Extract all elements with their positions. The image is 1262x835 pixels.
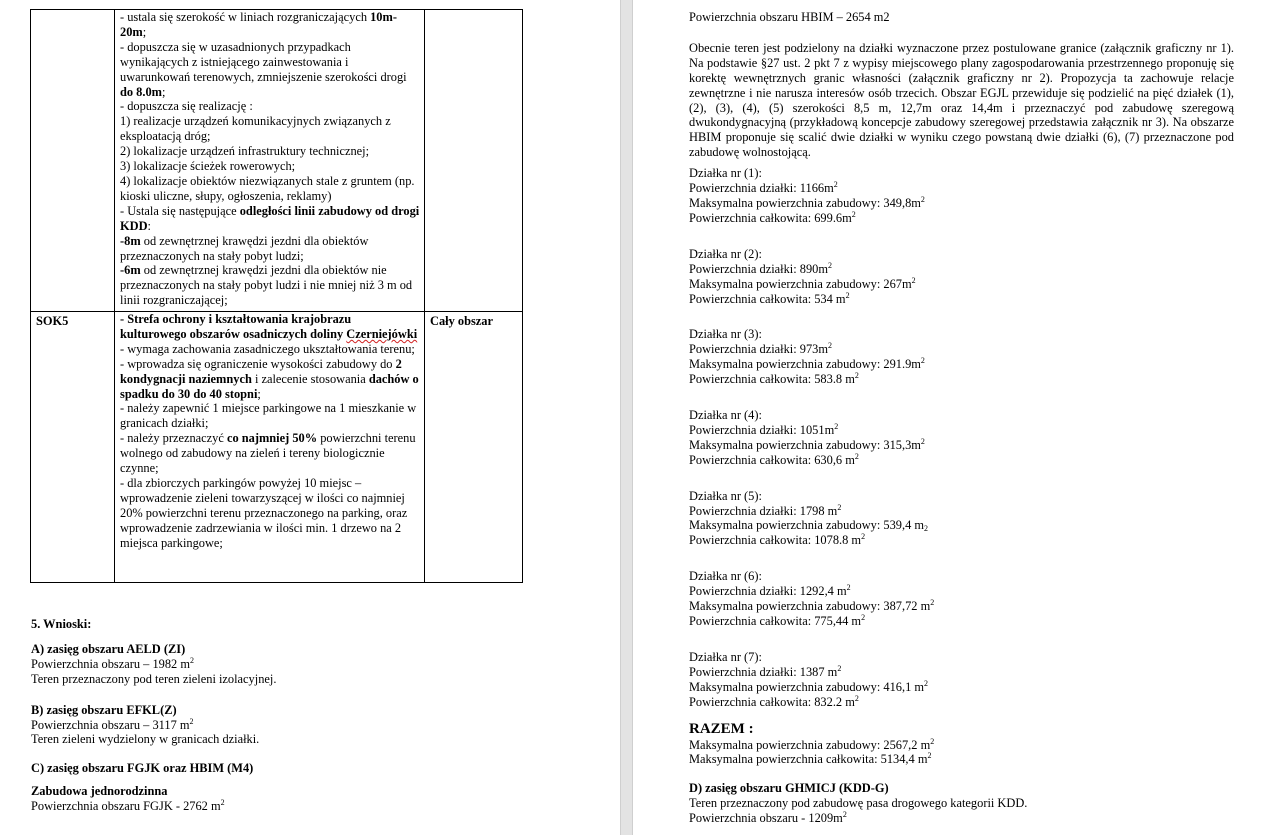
plot-build-area: Maksymalna powierzchnia zabudowy: 539,4 $m_2$	[689, 518, 929, 534]
hbim-area: Powierzchnia obszaru HBIM – 2654 m2	[689, 10, 890, 24]
requirement-line: 4) lokalizacje obiektów niezwiązanych stale z gruntem (np. kioski uliczne, słupy, ogłoszenia, reklamy)	[120, 173, 415, 203]
plot-area: Powierzchnia działki: $973m^2$	[689, 341, 833, 357]
plot-build-area: Maksymalna powierzchnia zabudowy: $291.9m^2$	[689, 356, 925, 372]
area-a-heading: A) zasięg obszaru AELD (ZI)	[31, 641, 186, 656]
plot-area: Powierzchnia działki: $1166m^2$	[689, 180, 838, 196]
summary-heading: RAZEM :	[689, 720, 754, 737]
table-cell-requirements	[115, 312, 425, 583]
table-cell-scope	[425, 10, 523, 312]
requirement-line: - należy zapewnić 1 miejsce parkingowe na 1 mieszkanie w granicach działki;	[120, 401, 417, 431]
table-row	[31, 10, 523, 312]
requirement-line: 2) lokalizacje urządzeń infrastruktury technicznej;	[120, 144, 370, 159]
requirement-line: - należy przeznaczyć co najmniej 50% powierzchni terenu wolnego od zabudowy na zieleń i tereny biologicznie czynne;	[120, 431, 416, 476]
area-d-description: Teren przeznaczony pod zabudowę pasa drogowego kategorii KDD.	[689, 796, 1028, 811]
plot-total-area: Powierzchnia całkowita: $699.6m^2$	[689, 209, 856, 225]
requirement-line: - ustala się szerokość w liniach rozgraniczających 10m-20m;	[120, 10, 397, 39]
area-a-description: Teren przeznaczony pod teren zieleni izolacyjnej.	[31, 671, 277, 686]
requirement-line: 3) lokalizacje ścieżek rowerowych;	[120, 159, 296, 174]
area-c-subheading: Zabudowa jednorodzinna	[31, 784, 168, 799]
plot-title: Działka nr (5):	[689, 488, 762, 503]
summary-total-area: Maksymalna powierzchnia całkowita: 5134,4 $m^2$	[689, 751, 932, 767]
requirement-line: - dopuszcza się realizację :	[120, 99, 253, 114]
plot-total-area: Powierzchnia całkowita: 832.2 $m^2$	[689, 693, 859, 709]
document-page-right	[633, 0, 1262, 835]
plot-build-area: Maksymalna powierzchnia zabudowy: $267m^2$	[689, 275, 916, 291]
plot-item	[689, 166, 1234, 247]
plot-title: Działka nr (7):	[689, 649, 762, 664]
plot-area: Powierzchnia działki: $890m^2$	[689, 260, 833, 276]
area-d-heading: D) zasięg obszaru GHMICJ (KDD-G)	[689, 781, 889, 796]
table-cell-symbol: SOK5	[31, 312, 115, 583]
plot-title: Działka nr (2):	[689, 246, 762, 261]
plot-total-area: Powierzchnia całkowita: 1078.8 $m^2$	[689, 532, 866, 548]
section-heading: 5. Wnioski:	[31, 617, 92, 631]
requirement-line: - dla zbiorczych parkingów powyżej 10 miejsc – wprowadzenie zieleni towarzyszącej w ilości co najmniej 20% powierzchni terenu przeznaczonego na parking, oraz wprowadzenie zadrzewiania w ilości min. 1 drzewo na 2 miejsca parkingowe;	[120, 475, 408, 550]
area-c-size: Powierzchnia obszaru FGJK - 2762 $m^2$	[31, 798, 225, 814]
plot-item	[689, 247, 1234, 328]
table-cell-scope: Cały obszar	[425, 312, 523, 583]
summary-build-area: Maksymalna powierzchnia zabudowy: 2567,2 $m^2$	[689, 736, 935, 752]
plot-item	[689, 327, 1234, 408]
plot-total-area: Powierzchnia całkowita: 534 $m^2$	[689, 290, 850, 306]
table-cell-symbol	[31, 10, 115, 312]
area-c-heading: C) zasięg obszaru FGJK oraz HBIM (M4)	[31, 761, 254, 776]
area-b-heading: B) zasięg obszaru EFKL(Z)	[31, 702, 177, 717]
plot-area: Powierzchnia działki: 1798 $m^2$	[689, 502, 842, 518]
plot-total-area: Powierzchnia całkowita: 775,44 $m^2$	[689, 613, 866, 628]
plot-total-area: Powierzchnia całkowita: 583.8 $m^2$	[689, 371, 859, 387]
area-b-size: Powierzchnia obszaru – 3117 $m^2$	[31, 716, 194, 732]
area-b-description: Teren zieleni wydzielony w granicach działki.	[31, 732, 260, 747]
plot-build-area: Maksymalna powierzchnia zabudowy: 387,72 $m^2$	[689, 598, 935, 614]
plot-build-area: Maksymalna powierzchnia zabudowy: $349,8m^2$	[689, 194, 925, 210]
requirement-line: - wymaga zachowania zasadniczego ukształtowania terenu;	[120, 341, 415, 356]
document-page-left	[0, 0, 620, 835]
requirements-table	[30, 9, 523, 583]
plot-list	[689, 166, 1234, 709]
plot-title: Działka nr (3):	[689, 327, 762, 342]
requirement-line: -6m od zewnętrznej krawędzi jezdni dla obiektów nie przeznaczonych na stały pobyt ludzi i nie mniej niż 3 m od linii rozgraniczającej;	[120, 263, 413, 308]
conclusions-section	[31, 617, 591, 814]
plot-title: Działka nr (1):	[689, 166, 762, 181]
page-gutter	[620, 0, 633, 835]
area-d-size: Powierzchnia obszaru - $1209m^2$	[689, 810, 847, 826]
plot-title: Działka nr (4):	[689, 408, 762, 423]
requirement-line: 1) realizacje urządzeń komunikacyjnych związanych z eksploatacją dróg;	[120, 114, 391, 144]
table-cell-requirements	[115, 10, 425, 312]
requirement-line: -8m od zewnętrznej krawędzi jezdni dla obiektów przeznaczonych na stały pobyt ludzi;	[120, 233, 369, 263]
plot-area: Powierzchnia działki: 1292,4 $m^2$	[689, 583, 851, 599]
plot-item	[689, 569, 1234, 650]
plot-item	[689, 408, 1234, 489]
area-a-size: Powierzchnia obszaru – 1982 $m^2$	[31, 655, 194, 671]
division-paragraph: Obecnie teren jest podzielony na działki wyznaczone przez postulowane granice (załącznik graficzny nr 1). Na podstawie §27 ust. 2 pkt 7 z wypisy miejscowego plany zagospodarowania przestrzennego proponuję się korektę wewnętrznych granic własności (załącznik graficzny nr 2). Propozycja ta zachowuje relacje zewnętrzne i nie narusza interesów osób trzecich. Obszar EGJL przewiduje się podzielić na pięć działek (1), (2), (3), (4), (5) szerokości 8,5 m, 12,7m oraz 14,4m i przeznaczyć pod zabudowę szeregową dwukondygnacyjną (przykładową koncepcje zabudowy szeregowej przedstawia załącznik nr 3). Na obszarze HBIM proponuje się scalić dwie działki w wyniku czego powstaną dwie działki (6), (7) przeznaczone pod zabudowę wolnostojącą.	[689, 40, 1234, 160]
plot-total-area: Powierzchnia całkowita: 630,6 $m^2$	[689, 451, 859, 467]
plots-section	[689, 10, 1234, 826]
plot-area: Powierzchnia działki: $1051m^2$	[689, 421, 839, 437]
plot-item	[689, 650, 1234, 710]
plot-build-area: Maksymalna powierzchnia zabudowy: 416,1 $m^2$	[689, 678, 929, 694]
requirement-line: - dopuszcza się w uzasadnionych przypadkach wynikających z istniejącego zainwestowania i uwarunkowań terenowych, zmniejszenie szerokości drogi do 8.0m;	[120, 39, 407, 99]
plot-item	[689, 489, 1234, 570]
plot-title: Działka nr (6):	[689, 569, 762, 584]
requirement-line: - Strefa ochrony i kształtowania krajobrazu kulturowego obszarów osadniczych doliny Czerniejówki	[120, 312, 418, 341]
requirement-line: - Ustala się następujące odległości linii zabudowy od drogi KDD:	[120, 203, 420, 233]
plot-build-area: Maksymalna powierzchnia zabudowy: $315,3m^2$	[689, 436, 925, 452]
requirement-line: - wprowadza się ograniczenie wysokości zabudowy do 2 kondygnacji naziemnych i zalecenie stosowania dachów o spadku do 30 do 40 stopni;	[120, 356, 419, 401]
plot-area: Powierzchnia działki: 1387 $m^2$	[689, 663, 842, 679]
table-row	[31, 312, 523, 583]
